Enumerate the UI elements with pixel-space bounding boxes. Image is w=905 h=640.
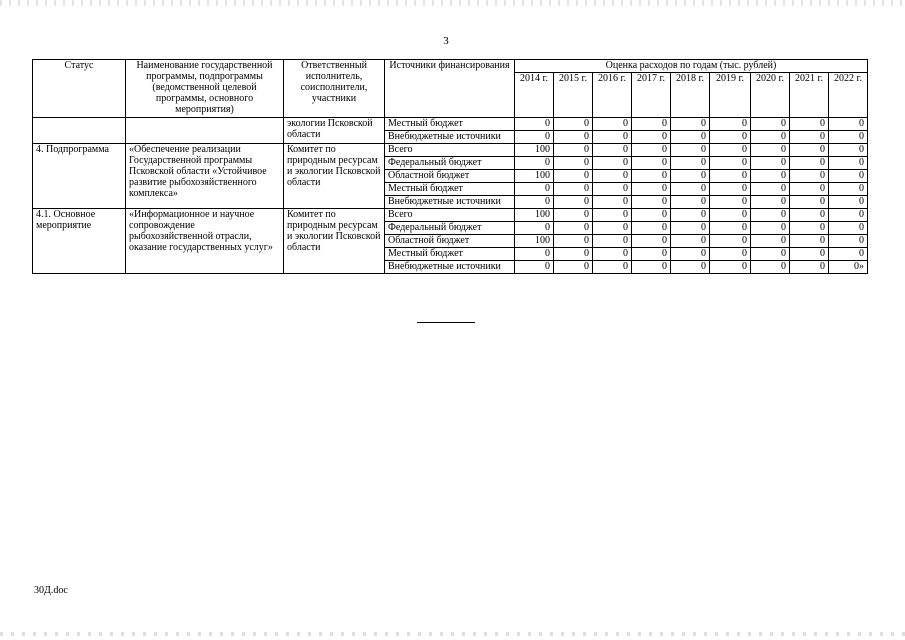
funding-source: Внебюджетные источники bbox=[385, 131, 515, 144]
cost-value: 0 bbox=[751, 261, 790, 274]
cost-value: 0 bbox=[710, 144, 751, 157]
funding-source: Областной бюджет bbox=[385, 235, 515, 248]
cost-value: 0 bbox=[829, 196, 868, 209]
cost-value: 0 bbox=[671, 118, 710, 131]
cost-value: 0 bbox=[751, 248, 790, 261]
cost-value: 0 bbox=[515, 118, 554, 131]
cost-value: 0 bbox=[632, 248, 671, 261]
cost-value: 0 bbox=[632, 144, 671, 157]
scan-artifact-bottom bbox=[0, 632, 905, 636]
funding-source: Федеральный бюджет bbox=[385, 222, 515, 235]
cost-value: 0 bbox=[554, 118, 593, 131]
cost-value: 0 bbox=[515, 131, 554, 144]
cost-value: 0 bbox=[593, 118, 632, 131]
cost-value: 0 bbox=[710, 183, 751, 196]
cost-value: 0 bbox=[593, 235, 632, 248]
row-program-name: «Информационное и научное сопровождение рыбохозяйственной отрасли, оказание государственных услуг» bbox=[126, 209, 284, 274]
row-status: 4. Подпрограмма bbox=[33, 144, 126, 209]
cost-value: 100 bbox=[515, 209, 554, 222]
cost-value: 0 bbox=[515, 157, 554, 170]
cost-value: 0 bbox=[790, 144, 829, 157]
header-row bbox=[33, 60, 868, 73]
cost-value: 0 bbox=[751, 183, 790, 196]
header-funding-sources: Источники финансирования bbox=[385, 60, 515, 118]
cost-value: 0 bbox=[710, 170, 751, 183]
cost-value: 0 bbox=[554, 248, 593, 261]
table-row bbox=[33, 118, 868, 131]
cost-value: 0 bbox=[593, 144, 632, 157]
cost-value: 0 bbox=[790, 248, 829, 261]
cost-value: 0 bbox=[829, 209, 868, 222]
cost-value: 0 bbox=[751, 170, 790, 183]
cost-value: 0 bbox=[790, 222, 829, 235]
cost-value: 0 bbox=[710, 235, 751, 248]
cost-value: 0 bbox=[632, 196, 671, 209]
cost-value: 0 bbox=[554, 196, 593, 209]
cost-value: 0 bbox=[554, 131, 593, 144]
year-header: 2016 г. bbox=[593, 73, 632, 118]
cost-value: 0 bbox=[829, 144, 868, 157]
cost-value: 0 bbox=[554, 157, 593, 170]
funding-source: Внебюджетные источники bbox=[385, 196, 515, 209]
cost-value: 0 bbox=[515, 183, 554, 196]
cost-value: 0 bbox=[829, 157, 868, 170]
cost-value: 0 bbox=[710, 248, 751, 261]
cost-value: 0 bbox=[751, 131, 790, 144]
cost-value: 0 bbox=[790, 170, 829, 183]
cost-value: 0 bbox=[671, 222, 710, 235]
cost-value: 0 bbox=[671, 261, 710, 274]
row-status bbox=[33, 118, 126, 144]
cost-value: 0 bbox=[790, 196, 829, 209]
cost-value: 0 bbox=[751, 144, 790, 157]
cost-value: 0 bbox=[515, 196, 554, 209]
cost-value: 0 bbox=[790, 157, 829, 170]
cost-value: 0 bbox=[710, 157, 751, 170]
cost-value: 0 bbox=[671, 209, 710, 222]
row-program-name bbox=[126, 118, 284, 144]
cost-value: 0 bbox=[751, 157, 790, 170]
cost-value: 0 bbox=[632, 209, 671, 222]
cost-value: 0 bbox=[554, 144, 593, 157]
table-row bbox=[33, 144, 868, 157]
year-header: 2019 г. bbox=[710, 73, 751, 118]
cost-value: 0 bbox=[671, 144, 710, 157]
year-header: 2014 г. bbox=[515, 73, 554, 118]
cost-value: 0 bbox=[671, 131, 710, 144]
funding-source: Внебюджетные источники bbox=[385, 261, 515, 274]
cost-value: 0 bbox=[515, 222, 554, 235]
year-header: 2015 г. bbox=[554, 73, 593, 118]
cost-value: 0 bbox=[751, 222, 790, 235]
year-header: 2018 г. bbox=[671, 73, 710, 118]
year-header: 2022 г. bbox=[829, 73, 868, 118]
cost-value: 0 bbox=[593, 183, 632, 196]
cost-value: 0 bbox=[829, 235, 868, 248]
cost-value: 0 bbox=[671, 196, 710, 209]
cost-value: 0» bbox=[829, 261, 868, 274]
cost-value: 0 bbox=[829, 248, 868, 261]
year-header: 2017 г. bbox=[632, 73, 671, 118]
funding-source: Федеральный бюджет bbox=[385, 157, 515, 170]
cost-value: 0 bbox=[829, 222, 868, 235]
funding-source: Местный бюджет bbox=[385, 118, 515, 131]
cost-value: 0 bbox=[515, 261, 554, 274]
cost-value: 100 bbox=[515, 170, 554, 183]
row-status: 4.1. Основное мероприятие bbox=[33, 209, 126, 274]
cost-value: 0 bbox=[593, 157, 632, 170]
cost-value: 0 bbox=[829, 183, 868, 196]
header-program-name: Наименование государственной программы, подпрограммы (ведомственной целевой программы, основного мероприятия) bbox=[126, 60, 284, 118]
cost-value: 0 bbox=[790, 209, 829, 222]
cost-value: 100 bbox=[515, 235, 554, 248]
cost-value: 0 bbox=[632, 170, 671, 183]
cost-value: 0 bbox=[671, 183, 710, 196]
cost-value: 0 bbox=[593, 209, 632, 222]
cost-value: 0 bbox=[593, 222, 632, 235]
cost-value: 0 bbox=[632, 157, 671, 170]
cost-value: 0 bbox=[710, 131, 751, 144]
cost-value: 0 bbox=[710, 118, 751, 131]
cost-value: 0 bbox=[632, 261, 671, 274]
cost-value: 0 bbox=[632, 222, 671, 235]
budget-table bbox=[32, 59, 868, 274]
year-header: 2020 г. bbox=[751, 73, 790, 118]
cost-value: 0 bbox=[554, 261, 593, 274]
cost-value: 0 bbox=[632, 183, 671, 196]
cost-value: 0 bbox=[593, 261, 632, 274]
page-number: 3 bbox=[443, 35, 449, 47]
cost-value: 0 bbox=[829, 131, 868, 144]
cost-value: 0 bbox=[632, 235, 671, 248]
cost-value: 0 bbox=[790, 131, 829, 144]
cost-value: 0 bbox=[751, 196, 790, 209]
cost-value: 0 bbox=[593, 248, 632, 261]
cost-value: 0 bbox=[593, 131, 632, 144]
header-status: Статус bbox=[33, 60, 126, 118]
cost-value: 0 bbox=[790, 235, 829, 248]
year-header: 2021 г. bbox=[790, 73, 829, 118]
cost-value: 0 bbox=[632, 131, 671, 144]
funding-source: Местный бюджет bbox=[385, 183, 515, 196]
cost-value: 0 bbox=[751, 118, 790, 131]
cost-value: 0 bbox=[829, 170, 868, 183]
cost-value: 0 bbox=[671, 248, 710, 261]
header-cost-estimate: Оценка расходов по годам (тыс. рублей) bbox=[515, 60, 868, 73]
scan-artifact-top bbox=[0, 0, 905, 6]
cost-value: 0 bbox=[554, 170, 593, 183]
header-responsible: Ответственный исполнитель, соисполнители, участники bbox=[284, 60, 385, 118]
table-row bbox=[33, 209, 868, 222]
cost-value: 0 bbox=[710, 196, 751, 209]
cost-value: 0 bbox=[554, 222, 593, 235]
cost-value: 0 bbox=[710, 209, 751, 222]
cost-value: 0 bbox=[632, 118, 671, 131]
funding-source: Местный бюджет bbox=[385, 248, 515, 261]
cost-value: 0 bbox=[710, 261, 751, 274]
cost-value: 0 bbox=[790, 183, 829, 196]
cost-value: 0 bbox=[829, 118, 868, 131]
cost-value: 0 bbox=[515, 248, 554, 261]
funding-source: Всего bbox=[385, 209, 515, 222]
cost-value: 0 bbox=[554, 235, 593, 248]
funding-source: Всего bbox=[385, 144, 515, 157]
cost-value: 0 bbox=[790, 118, 829, 131]
cost-value: 0 bbox=[554, 209, 593, 222]
cost-value: 0 bbox=[593, 170, 632, 183]
cost-value: 100 bbox=[515, 144, 554, 157]
row-responsible: Комитет по природным ресурсам и экологии Псковской области bbox=[284, 209, 385, 274]
end-rule bbox=[417, 322, 475, 323]
row-program-name: «Обеспечение реализации Государственной программы Псковской области «Устойчивое развитие рыбохозяйственного комплекса» bbox=[126, 144, 284, 209]
footer-filename: 30Д.doc bbox=[34, 585, 68, 596]
cost-value: 0 bbox=[671, 235, 710, 248]
row-responsible: экологии Псковской области bbox=[284, 118, 385, 144]
cost-value: 0 bbox=[751, 209, 790, 222]
cost-value: 0 bbox=[710, 222, 751, 235]
row-responsible: Комитет по природным ресурсам и экологии Псковской области bbox=[284, 144, 385, 209]
funding-source: Областной бюджет bbox=[385, 170, 515, 183]
cost-value: 0 bbox=[593, 196, 632, 209]
cost-value: 0 bbox=[751, 235, 790, 248]
cost-value: 0 bbox=[671, 157, 710, 170]
cost-value: 0 bbox=[790, 261, 829, 274]
cost-value: 0 bbox=[671, 170, 710, 183]
cost-value: 0 bbox=[554, 183, 593, 196]
